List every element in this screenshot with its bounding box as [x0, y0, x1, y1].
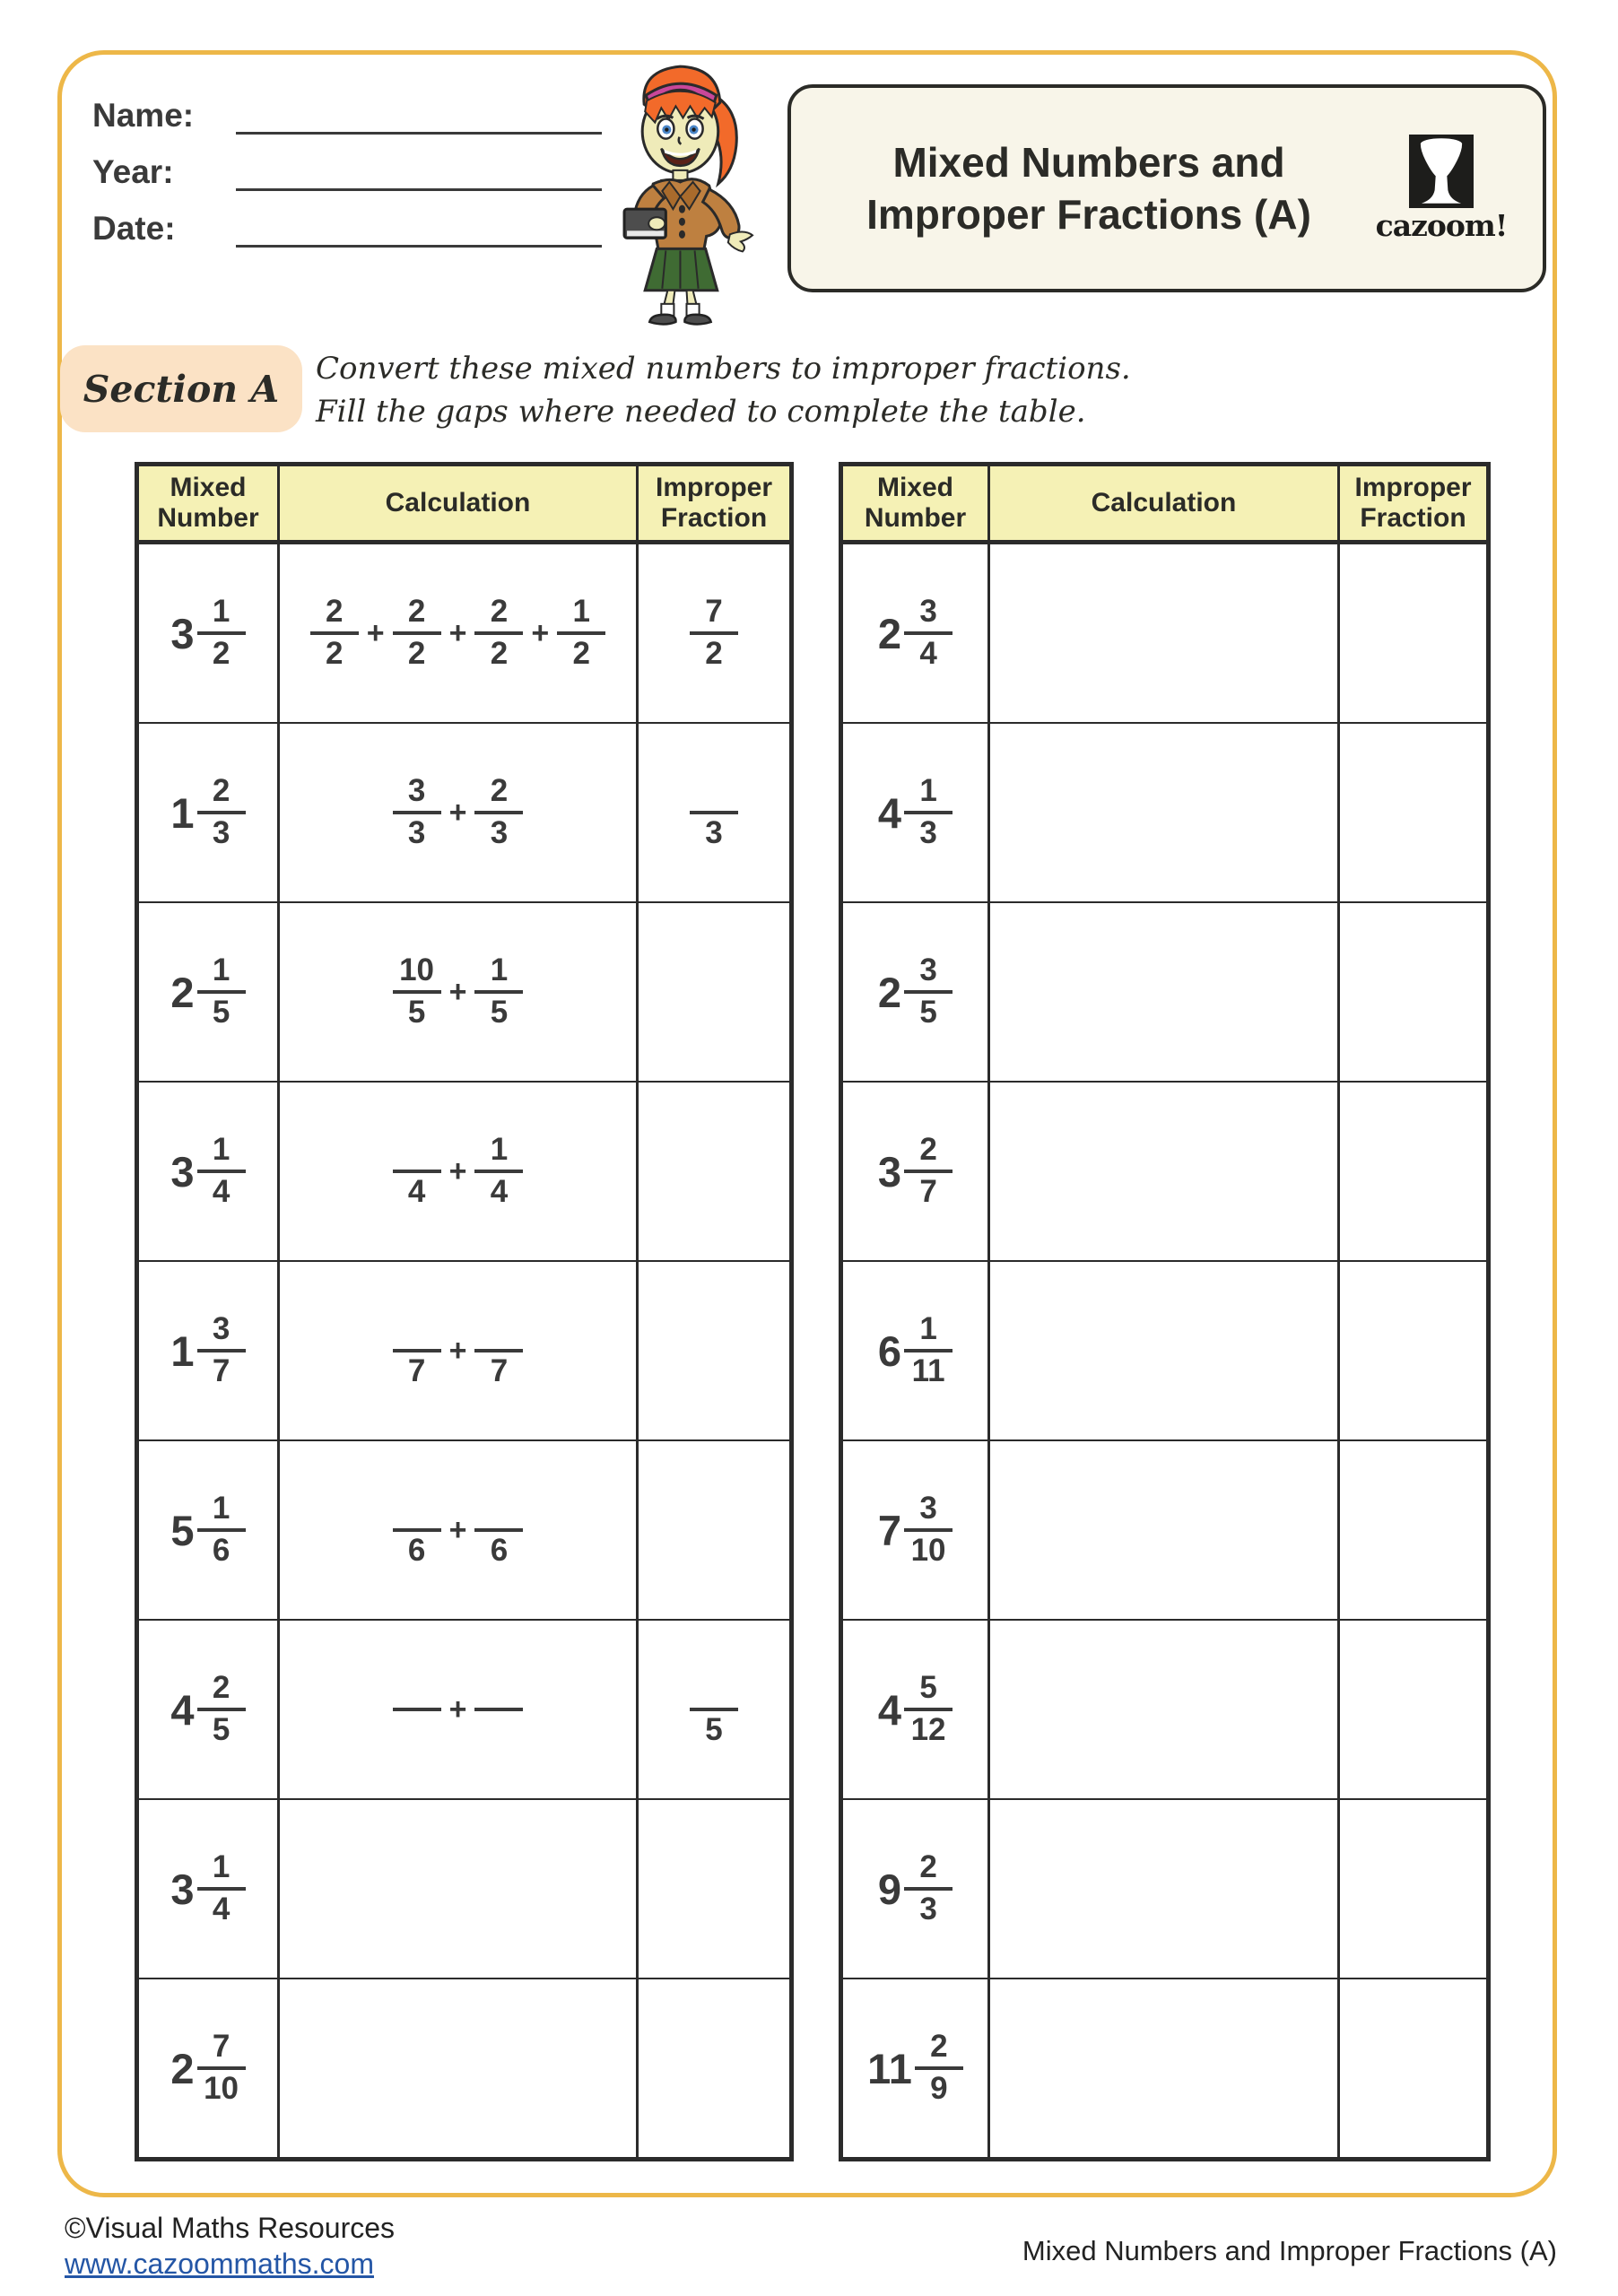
column-header: Mixed Number [841, 465, 989, 543]
mixed-number-cell [841, 1261, 989, 1440]
improper-fraction-cell [638, 543, 792, 724]
fraction: $\frac{2}{2}$ [474, 596, 523, 671]
mixed-number: 2 $\frac{7}{10}$ [170, 2031, 245, 2106]
calculation-cell [989, 723, 1339, 902]
mixed-number-cell [841, 1799, 989, 1979]
improper-fraction-cell [1339, 1082, 1489, 1261]
mixed-number-cell [841, 902, 989, 1082]
fraction: $\frac{10}{5}$ [393, 954, 441, 1030]
calculation-cell [989, 1620, 1339, 1799]
mixed-number: 9 $\frac{2}{3}$ [878, 1851, 953, 1926]
fraction: $\frac{2}{9}$ [915, 2031, 963, 2106]
table-row [841, 723, 1489, 902]
fraction: $\frac{3}{5}$ [904, 954, 953, 1030]
calculation-cell [989, 1082, 1339, 1261]
mixed-number: 2 $\frac{3}{4}$ [878, 596, 953, 671]
fraction: 4 [393, 1134, 441, 1209]
plus-sign: + [448, 974, 467, 1009]
fraction: $\frac{1}{5}$ [474, 954, 523, 1030]
plus-sign: + [448, 1333, 467, 1368]
fraction: $\frac{1}{6}$ [197, 1492, 246, 1568]
conversion-table-left [135, 462, 794, 2161]
improper-fraction-cell [638, 1440, 792, 1620]
schoolgirl-mascot-illustration [608, 56, 765, 326]
mixed-number: 5 $\frac{1}{6}$ [170, 1492, 245, 1568]
mixed-number: 2 $\frac{3}{5}$ [878, 954, 953, 1030]
worksheet-title-box [787, 84, 1546, 292]
year-field-row [92, 152, 602, 191]
fraction: $\frac{1}{4}$ [474, 1134, 523, 1209]
table-row [841, 1979, 1489, 2160]
year-line [236, 152, 602, 191]
mixed-number: 4 $\frac{5}{12}$ [878, 1672, 953, 1747]
mixed-number: 4 $\frac{2}{5}$ [170, 1672, 245, 1747]
improper-fraction-cell [638, 1799, 792, 1979]
fraction: 7 [393, 1313, 441, 1388]
table-row [137, 1440, 792, 1620]
column-header: Calculation [989, 465, 1339, 543]
cazoom-logo [1365, 135, 1518, 243]
table-row [137, 543, 792, 724]
mixed-number-cell [841, 1082, 989, 1261]
column-header: Improper Fraction [1339, 465, 1489, 543]
mixed-number-cell [841, 1440, 989, 1620]
plus-sign: + [448, 1153, 467, 1188]
fraction: $\frac{1}{3}$ [904, 775, 953, 850]
fraction: 6 [393, 1492, 441, 1568]
fraction [393, 1672, 441, 1747]
table-row [137, 1799, 792, 1979]
section-a-badge: Section A [60, 345, 302, 432]
table-row [841, 1082, 1489, 1261]
fraction: 7 [474, 1313, 523, 1388]
fraction: $\frac{7}{2}$ [690, 596, 738, 671]
date-field-row [92, 208, 602, 248]
improper-fraction-cell [1339, 543, 1489, 724]
fraction: $\frac{2}{7}$ [904, 1134, 953, 1209]
table-row [841, 1261, 1489, 1440]
calculation-cell [989, 902, 1339, 1082]
fraction: 6 [474, 1492, 523, 1568]
plus-sign: + [448, 795, 467, 830]
mixed-number-cell [841, 1979, 989, 2160]
table-row [137, 1261, 792, 1440]
student-fields [92, 95, 602, 265]
fraction: $\frac{5}{12}$ [904, 1672, 953, 1747]
fraction: $\frac{1}{2}$ [557, 596, 605, 671]
mixed-number: 6 $\frac{1}{11}$ [878, 1313, 953, 1388]
fraction: $\frac{2}{3}$ [904, 1851, 953, 1926]
calculation-cell [279, 1261, 638, 1440]
year-label: Year: [92, 153, 174, 190]
table-row [137, 1620, 792, 1799]
fraction: $\frac{7}{10}$ [197, 2031, 246, 2106]
mixed-number: 1 $\frac{2}{3}$ [170, 775, 245, 850]
fraction [474, 1672, 523, 1747]
calculation-cell [989, 1799, 1339, 1979]
mixed-number: 3 $\frac{2}{7}$ [878, 1134, 953, 1209]
fraction: 3 [690, 775, 738, 850]
mixed-number-cell [137, 902, 279, 1082]
calculation-cell [279, 1979, 638, 2160]
calculation-cell [279, 1082, 638, 1261]
conversion-table-right [839, 462, 1491, 2161]
improper-fraction-cell [1339, 902, 1489, 1082]
name-field-row [92, 95, 602, 135]
calculation-cell [279, 1799, 638, 1979]
improper-fraction-cell [638, 1082, 792, 1261]
footer-worksheet-title: Mixed Numbers and Improper Fractions (A) [1022, 2235, 1557, 2266]
mixed-number: 2 $\frac{1}{5}$ [170, 954, 245, 1030]
mixed-number: 4 $\frac{1}{3}$ [878, 775, 953, 850]
improper-fraction-cell [1339, 1261, 1489, 1440]
fraction: $\frac{2}{3}$ [197, 775, 246, 850]
fraction: $\frac{2}{3}$ [474, 775, 523, 850]
fraction: $\frac{3}{3}$ [393, 775, 441, 850]
calculation-cell [989, 1979, 1339, 2160]
column-header: Mixed Number [137, 465, 279, 543]
cazoom-drum-icon [1409, 135, 1474, 208]
table-row [137, 1979, 792, 2160]
mixed-number-cell [137, 1261, 279, 1440]
table-row [137, 723, 792, 902]
fraction: $\frac{3}{4}$ [904, 596, 953, 671]
table-row [841, 543, 1489, 724]
cazoommaths-link[interactable]: www.cazoommaths.com [65, 2248, 374, 2280]
plus-sign: + [366, 615, 385, 650]
plus-sign: + [448, 1512, 467, 1547]
table-row [137, 1082, 792, 1261]
copyright-text: ©Visual Maths Resources [65, 2212, 396, 2244]
calculation-cell [279, 902, 638, 1082]
mixed-number-cell [137, 1799, 279, 1979]
date-label: Date: [92, 210, 176, 247]
fraction: $\frac{1}{11}$ [904, 1313, 953, 1388]
table-row [841, 1620, 1489, 1799]
improper-fraction-cell [1339, 723, 1489, 902]
table-row [841, 1799, 1489, 1979]
improper-fraction-cell [1339, 1440, 1489, 1620]
improper-fraction-cell [638, 723, 792, 902]
calculation-cell [279, 1440, 638, 1620]
table-row [841, 902, 1489, 1082]
improper-fraction-cell [1339, 1979, 1489, 2160]
plus-sign: + [531, 615, 550, 650]
cazoom-logo-text: cazoom! [1375, 207, 1508, 243]
plus-sign: + [448, 615, 467, 650]
date-line [236, 209, 602, 248]
worksheet-title [791, 136, 1365, 241]
calculation-cell [989, 1440, 1339, 1620]
instruction-line2: Fill the gaps where needed to complete the table. [316, 393, 1086, 430]
calculation-cell [989, 1261, 1339, 1440]
plus-sign: + [448, 1692, 467, 1726]
improper-fraction-cell [1339, 1620, 1489, 1799]
worksheet-title-line1: Mixed Numbers and [892, 138, 1285, 186]
fraction: $\frac{2}{2}$ [310, 596, 359, 671]
fraction: $\frac{1}{2}$ [197, 596, 246, 671]
fraction: $\frac{3}{10}$ [904, 1492, 953, 1568]
fraction: 5 [690, 1672, 738, 1747]
fraction: $\frac{2}{5}$ [197, 1672, 246, 1747]
instruction-line1: Convert these mixed numbers to improper fractions. [316, 351, 1131, 387]
mixed-number-cell [137, 1440, 279, 1620]
mixed-number-cell [137, 543, 279, 724]
calculation-cell [279, 723, 638, 902]
improper-fraction-cell [638, 1979, 792, 2160]
name-line [236, 96, 602, 135]
mixed-number-cell [841, 1620, 989, 1799]
table-slot-right [839, 462, 1491, 2161]
mixed-number-cell [841, 543, 989, 724]
calculation-cell [279, 543, 638, 724]
column-header: Calculation [279, 465, 638, 543]
calculation-cell [989, 543, 1339, 724]
table-row [841, 1440, 1489, 1620]
mixed-number: 3 $\frac{1}{4}$ [170, 1851, 245, 1926]
table-slot-left [135, 462, 794, 2161]
name-label: Name: [92, 97, 195, 134]
mixed-number: 11 $\frac{2}{9}$ [867, 2031, 963, 2106]
fraction: $\frac{3}{7}$ [197, 1313, 246, 1388]
fraction: $\frac{1}{4}$ [197, 1851, 246, 1926]
mixed-number-cell [137, 723, 279, 902]
improper-fraction-cell [638, 902, 792, 1082]
section-instructions [316, 348, 1131, 433]
mixed-number-cell [137, 1082, 279, 1261]
improper-fraction-cell [638, 1620, 792, 1799]
fraction: $\frac{2}{2}$ [393, 596, 441, 671]
mixed-number: 3 $\frac{1}{4}$ [170, 1134, 245, 1209]
fraction: $\frac{1}{5}$ [197, 954, 246, 1030]
mixed-number: 7 $\frac{3}{10}$ [878, 1492, 953, 1568]
mixed-number-cell [137, 1979, 279, 2160]
table-row [137, 902, 792, 1082]
mixed-number-cell [841, 723, 989, 902]
improper-fraction-cell [638, 1261, 792, 1440]
calculation-cell [279, 1620, 638, 1799]
mixed-number-cell [137, 1620, 279, 1799]
improper-fraction-cell [1339, 1799, 1489, 1979]
mixed-number: 1 $\frac{3}{7}$ [170, 1313, 245, 1388]
mixed-number: 3 $\frac{1}{2}$ [170, 596, 245, 671]
worksheet-title-line2: Improper Fractions (A) [866, 191, 1311, 238]
column-header: Improper Fraction [638, 465, 792, 543]
fraction: $\frac{1}{4}$ [197, 1134, 246, 1209]
